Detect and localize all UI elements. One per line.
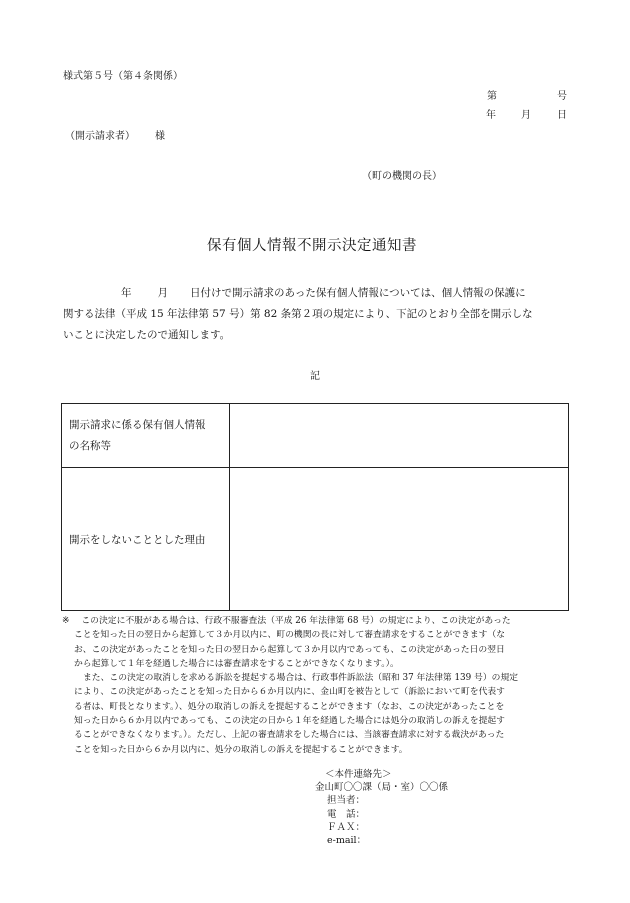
note-line: により、この決定があったことを知った日から６か月以内に、金山町を被告として（訴訟において町を代表す [74, 687, 505, 698]
note-line: また、この決定の取消しを求める訴訟を提起する場合は、行政事件訴訟法（昭和 37 年法律第 139 号）の規定 [83, 673, 519, 684]
recipient-honorific: 様 [155, 131, 165, 142]
body-year: 年 [121, 287, 132, 299]
page-title: 保有個人情報不開示決定通知書 [207, 238, 417, 254]
notice-block [62, 614, 582, 757]
note-line: お、この決定があったことを知った日の翌日から起算して３か月以内であっても、この決定があった日の翌日 [74, 644, 505, 655]
reason-value[interactable] [230, 468, 569, 611]
note-line: ることができなくなります。）。ただし、上記の審査請求をした場合には、当該審査請求に対する裁決があった [74, 730, 505, 741]
row-label-reason: 開示をしないこととした理由 [62, 468, 230, 611]
row-label-info-name-line1: 開示請求に係る保有個人情報 [69, 418, 206, 431]
row-label-info-name [62, 404, 230, 468]
note-line: ことを知った日の翌日から起算して３か月以内に、町の機関の長に対して審査請求をすることができます（な [74, 630, 506, 641]
date-year: 年 [486, 110, 496, 121]
note-line: ことを知った日から６か月以内に、処分の取消しの訴えを提起することができます。 [74, 744, 408, 755]
body-line-2: 関する法律（平成 15 年法律第 57 号）第 82 条第２項の規定により、下記のとおり全部を開示しな [63, 308, 533, 320]
form-label: 様式第５号（第４条関係） [63, 71, 183, 82]
note-text: この決定に不服がある場合は、行政不服審査法（平成 26 年法律第 68 号）の規定により、この決定があった [81, 616, 511, 626]
date-month: 月 [521, 110, 531, 121]
note-line: 知った日から６か月以内であっても、この決定の日から１年を経過した場合には処分の取消しの訴えを提起す [74, 716, 505, 727]
body-month: 月 [157, 287, 168, 299]
note-line: る者は、町長となります。）、処分の取消しの訴えを提起することができます（なお、この決定があったことを [74, 701, 505, 712]
info-name-value[interactable] [230, 404, 569, 468]
contact-block [315, 768, 448, 847]
recipient-name: （開示請求者） [65, 131, 135, 142]
ki-heading: 記 [310, 371, 320, 382]
contact-dept: 金山町〇〇課（局・室）〇〇係 [315, 782, 449, 794]
contact-phone: 電 話： [327, 808, 366, 820]
note-line: から起算して１年を経過した場合には審査請求をすることができなくなります。）。 [74, 658, 399, 669]
table-row-reason [62, 468, 569, 611]
date-day: 日 [557, 110, 567, 121]
doc-number-prefix: 第 [487, 91, 497, 102]
body-line-1 [63, 283, 569, 304]
contact-email: e-mail： [327, 835, 367, 847]
body-paragraph [63, 283, 569, 346]
note-line [62, 614, 582, 628]
body-line-3: いことに決定したので通知します。 [63, 329, 231, 341]
contact-person: 担当者： [327, 795, 366, 807]
contact-fax: ＦＡＸ： [327, 821, 366, 833]
row-label-info-name-line2: の名称等 [69, 439, 111, 452]
contact-heading: ＜本件連絡先＞ [325, 769, 392, 780]
doc-number-suffix: 号 [557, 91, 567, 102]
table-row-info-name [62, 404, 569, 468]
note-mark: ※ [62, 616, 70, 626]
decision-table [61, 403, 569, 611]
sender: （町の機関の長） [362, 171, 442, 182]
body-line-1-rest: 日付けで開示請求のあった保有個人情報については、個人情報の保護に [190, 287, 526, 299]
